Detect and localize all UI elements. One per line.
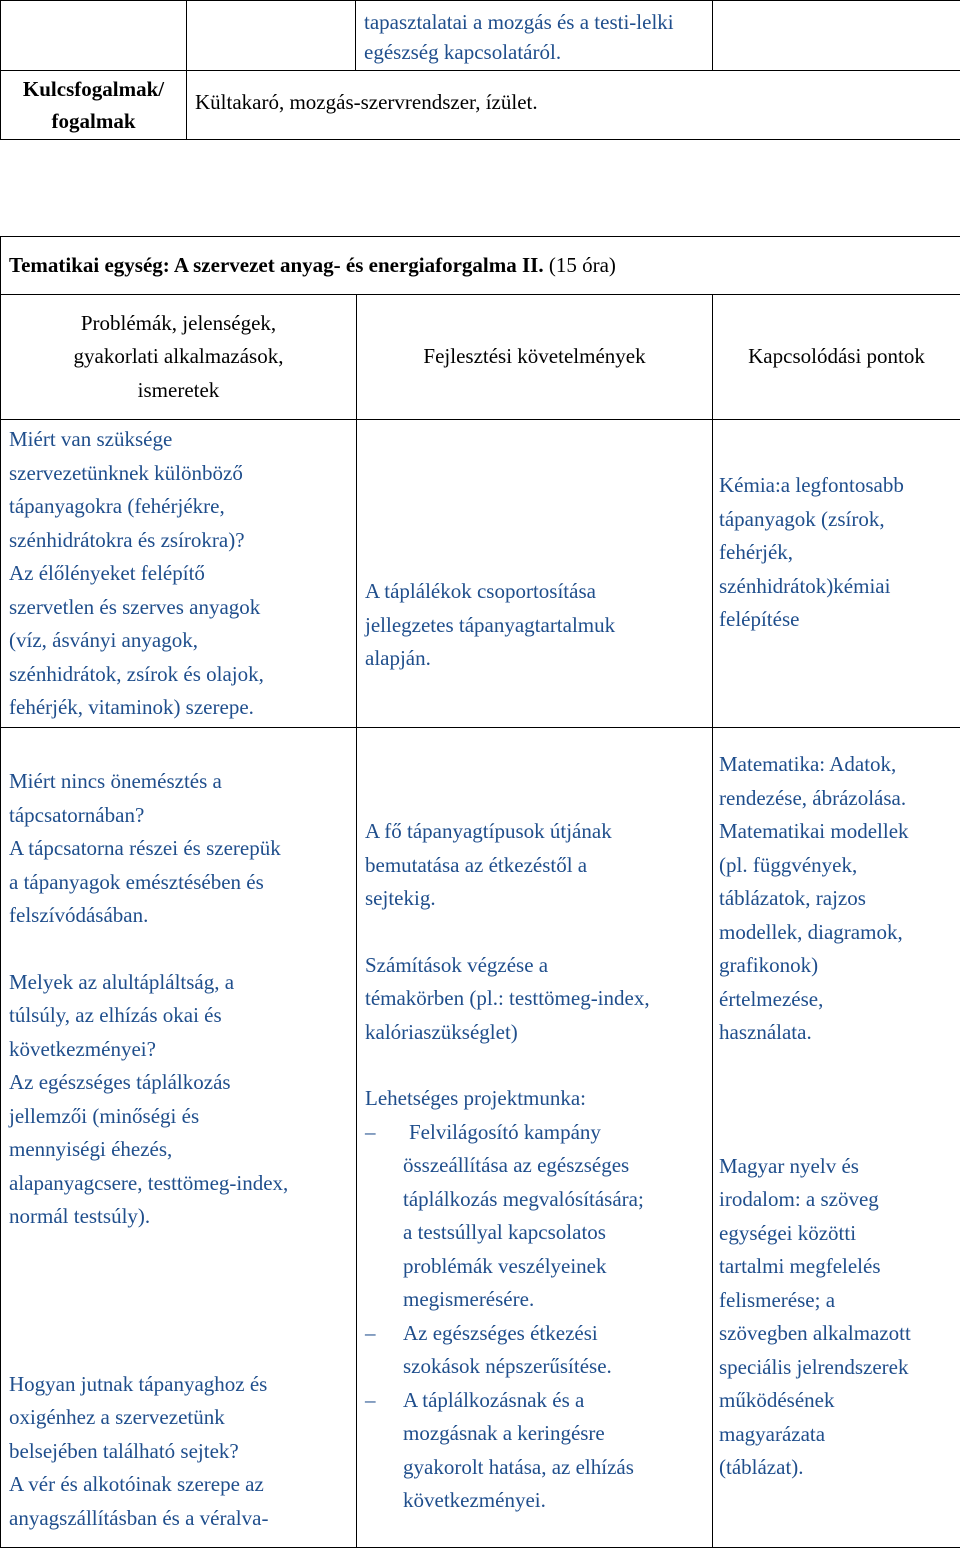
text-line: Az egészséges táplálkozás [9, 1066, 352, 1100]
text-line: Számítások végzése a [365, 949, 708, 983]
text-line: (pl. függvények, [719, 849, 956, 883]
row2-requirements-cell [357, 728, 713, 1548]
header-col1-line3: ismeretek [1, 374, 356, 408]
text-line: Matematikai modellek [719, 815, 956, 849]
text-line: táplálkozás megvalósítására; [365, 1183, 708, 1217]
empty-cell [1, 1, 187, 71]
text-line: alapanyagcsere, testtömeg-index, [9, 1167, 352, 1201]
header-col1-line2: gyakorlati alkalmazások, [1, 340, 356, 374]
text-line: működésének [719, 1384, 956, 1418]
dash-bullet: – [365, 1317, 403, 1351]
experience-text: tapasztalatai a mozgás és a testi-lelki egészség kapcsolatáról. [364, 7, 704, 67]
thematic-unit-table [0, 236, 960, 1548]
text-line: magyarázata [719, 1418, 956, 1452]
text-line: alapján. [365, 642, 708, 676]
previous-unit-table [0, 0, 960, 140]
text-line: táblázatok, rajzos [719, 882, 956, 916]
text-line: szénhidrátok, zsírok és olajok, [9, 658, 352, 692]
text-line: belsejében található sejtek? [9, 1435, 352, 1469]
text-line: modellek, diagramok, [719, 916, 956, 950]
text-line: tartalmi megfelelés [719, 1250, 956, 1284]
text-line: felszívódásában. [9, 899, 352, 933]
text-line: Magyar nyelv és [719, 1150, 956, 1184]
text-line: normál testsúly). [9, 1200, 352, 1234]
text-line: összeállítása az egészséges [365, 1149, 708, 1183]
project-item-2 [365, 1317, 708, 1384]
text-line: következményei? [9, 1033, 352, 1067]
text-line: témakörben (pl.: testtömeg-index, [365, 982, 708, 1016]
row2-problems-cell [1, 728, 357, 1548]
key-concepts-value: Kültakaró, mozgás-szervrendszer, ízület. [195, 87, 960, 117]
text-line: sejtekig. [365, 882, 708, 916]
text-line: felépítése [719, 603, 956, 637]
empty-cell [713, 1, 960, 71]
text-line: mozgásnak a keringésre [365, 1417, 708, 1451]
text-line: felismerése; a [719, 1284, 956, 1318]
text-line: szénhidrátok)kémiai [719, 570, 956, 604]
text-line: A tápcsatorna részei és szerepük [9, 832, 352, 866]
text-line: (víz, ásványi anyagok, [9, 624, 352, 658]
project-item-1 [365, 1116, 708, 1317]
text-line: oxigénhez a szervezetünk [9, 1401, 352, 1435]
text-line: túlsúly, az elhízás okai és [9, 999, 352, 1033]
key-concepts-value-cell [187, 71, 960, 140]
unit-hours: (15 óra) [549, 253, 616, 277]
text-line: egységei közötti [719, 1217, 956, 1251]
key-concepts-label-line1: Kulcsfogalmak/ [1, 73, 186, 105]
header-col3-cell [713, 295, 960, 420]
text-line: jellemzői (minőségi és [9, 1100, 352, 1134]
header-col2-cell [357, 295, 713, 420]
text-line: szokások népszerűsítése. [365, 1350, 708, 1384]
text-line: szövegben alkalmazott [719, 1317, 956, 1351]
text-line: mennyiségi éhezés, [9, 1133, 352, 1167]
text-line: rendezése, ábrázolása. [719, 782, 956, 816]
text-line: Miért van szüksége [9, 423, 352, 457]
text-line: a tápanyagok emésztésében és [9, 866, 352, 900]
text-line: A táplálkozásnak és a [403, 1388, 584, 1412]
text-line: szervetlen és szerves anyagok [9, 591, 352, 625]
key-concepts-label-line2: fogalmak [1, 105, 186, 137]
project-label: Lehetséges projektmunka: [365, 1082, 708, 1116]
text-line: gyakorolt hatása, az elhízás [365, 1451, 708, 1485]
text-line: tápanyagokra (fehérjékre, [9, 490, 352, 524]
row2-connections-cell [713, 728, 960, 1548]
text-line: A táplálékok csoportosítása [365, 575, 708, 609]
text-line: (táblázat). [719, 1451, 956, 1485]
unit-title: Tematikai egység: A szervezet anyag- és energiaforgalma II. [9, 253, 544, 277]
text-line: Hogyan jutnak tápanyaghoz és [9, 1368, 352, 1402]
text-line: problémák veszélyeinek [365, 1250, 708, 1284]
text-line: Kémia:a legfontosabb [719, 469, 956, 503]
text-line: speciális jelrendszerek [719, 1351, 956, 1385]
text-line: következményei. [365, 1484, 708, 1518]
text-line: Melyek az alultápláltság, a [9, 966, 352, 1000]
text-line: Az egészséges étkezési [403, 1321, 598, 1345]
row1-problems-cell [1, 420, 357, 728]
project-item-3 [365, 1384, 708, 1518]
header-col1-line1: Problémák, jelenségek, [1, 307, 356, 341]
text-line: értelmezése, [719, 983, 956, 1017]
text-line: Felvilágosító kampány [403, 1120, 601, 1144]
text-line: Matematika: Adatok, [719, 748, 956, 782]
text-line: A vér és alkotóinak szerepe az [9, 1468, 352, 1502]
text-line: fehérjék, [719, 536, 956, 570]
text-line: bemutatása az étkezéstől a [365, 849, 708, 883]
text-line: jellegzetes tápanyagtartalmuk [365, 609, 708, 643]
experience-cell [356, 1, 713, 71]
text-line: megismerésére. [365, 1283, 708, 1317]
row1-connections-cell [713, 420, 960, 728]
text-line: használata. [719, 1016, 956, 1050]
unit-title-cell [1, 237, 960, 295]
dash-bullet: – [365, 1384, 403, 1418]
text-line: A fő tápanyagtípusok útjának [365, 815, 708, 849]
text-line: Az élőlényeket felépítő [9, 557, 352, 591]
text-line: tápcsatornában? [9, 799, 352, 833]
empty-cell [187, 1, 356, 71]
text-line: anyagszállításban és a véralva- [9, 1502, 352, 1536]
header-col3: Kapcsolódási pontok [713, 340, 960, 374]
header-col1-cell [1, 295, 357, 420]
text-line: szénhidrátokra és zsírokra)? [9, 524, 352, 558]
text-line: fehérjék, vitaminok) szerepe. [9, 691, 352, 725]
text-line: grafikonok) [719, 949, 956, 983]
text-line: Miért nincs önemésztés a [9, 765, 352, 799]
text-line: kalóriaszükséglet) [365, 1016, 708, 1050]
text-line: irodalom: a szöveg [719, 1183, 956, 1217]
text-line: a testsúllyal kapcsolatos [365, 1216, 708, 1250]
key-concepts-label-cell [1, 71, 187, 140]
text-line: szervezetünknek különböző [9, 457, 352, 491]
row1-requirements-cell [357, 420, 713, 728]
text-line: tápanyagok (zsírok, [719, 503, 956, 537]
dash-bullet: – [365, 1116, 403, 1150]
header-col2: Fejlesztési követelmények [357, 340, 712, 374]
